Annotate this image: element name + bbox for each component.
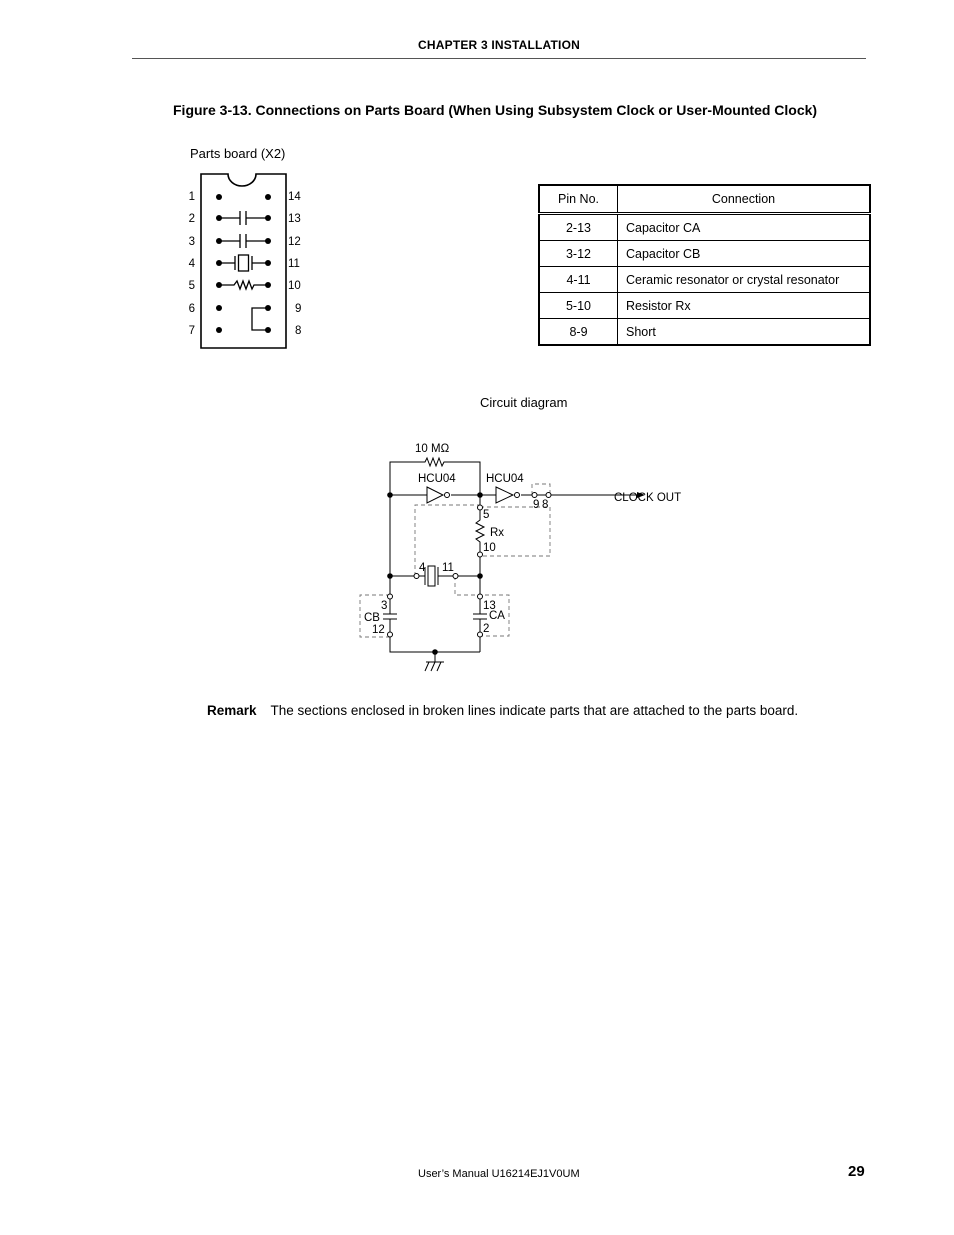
pin-cell: 2-13 [539,214,618,241]
cb-label: CB [364,612,380,624]
page-number: 29 [848,1163,865,1180]
header-rule [132,58,866,59]
pin-cell: 5-10 [539,293,618,319]
pin-8-label: 8 [542,499,549,511]
connection-cell: Capacitor CB [618,241,871,267]
column-header-pin: Pin No. [539,185,618,214]
pin-2-label: 2 [483,623,490,635]
capacitor-ca-icon [219,211,268,225]
pin-12-label: 12 [372,624,385,636]
inverter-1-label: HCU04 [418,473,456,485]
pin-label-left: 5 [188,280,195,292]
pin-5-label: 5 [483,509,490,521]
crystal-body [239,255,249,271]
pin-hole [216,194,222,200]
pin-connection-table [538,184,871,346]
pin-label-left: 1 [188,191,195,203]
circuit-diagram [350,435,710,680]
pin-11-label: 11 [442,562,454,574]
pin-label-left: 6 [188,303,195,315]
figure-title: Figure 3-13. Connections on Parts Board (When Using Subsystem Clock or User-Mounted Clock) [173,102,818,118]
inverter-2-label: HCU04 [486,473,524,485]
pin-4-label: 4 [419,562,426,574]
footer-manual: User’s Manual U16214EJ1V0UM [418,1168,580,1180]
capacitor-cb-icon [219,234,268,248]
pin-9-label: 9 [533,499,540,511]
pin-10-label: 10 [483,542,496,554]
table-header-row [539,185,870,214]
pin-hole [216,327,222,333]
pin-label-left: 3 [188,236,195,248]
circuit-diagram-label: Circuit diagram [480,395,568,410]
pin-label-left: 2 [188,213,195,225]
clock-out-label: CLOCK OUT [614,492,682,504]
parts-board-label: Parts board (X2) [190,146,286,161]
pin-cell: 3-12 [539,241,618,267]
connection-cell: Short [618,319,871,346]
remark-text: The sections enclosed in broken lines indicate parts that are attached to the parts board. [270,703,799,718]
table-row [539,293,870,319]
table-row [539,319,870,346]
parts-board-diagram [180,168,320,354]
connection-cell: Resistor Rx [618,293,871,319]
table-row [539,267,870,293]
pin-label-right: 9 [295,303,302,315]
pin-13-label: 13 [483,600,496,612]
feedback-resistor-label: 10 MΩ [415,443,450,455]
pin-3-label: 3 [381,600,388,612]
pin-label-left: 7 [188,325,195,337]
pin-label-right: 13 [288,213,301,225]
pin-label-right: 14 [288,191,301,203]
pin-hole [216,305,222,311]
crystal-resonator-icon [219,256,268,270]
connection-cell: Ceramic resonator or crystal resonator [618,267,871,293]
remark-label: Remark [207,703,257,718]
remark [207,703,798,718]
column-header-connection: Connection [618,185,871,214]
inverter-icon [427,487,443,503]
pin-label-right: 11 [288,258,300,270]
pin-label-right: 12 [288,236,301,248]
pin-hole [265,194,271,200]
pin-label-right: 8 [295,325,302,337]
table-row [539,214,870,241]
pin-label-right: 10 [288,280,301,292]
short-wire-icon [252,308,268,330]
connection-cell: Capacitor CA [618,214,871,241]
rx-label: Rx [490,527,505,539]
ca-label: CA [489,610,505,622]
table-row [539,241,870,267]
resistor-rx-icon [219,281,268,289]
pin-label-left: 4 [188,258,195,270]
ic-socket-outline [201,174,286,348]
pin-cell: 4-11 [539,267,618,293]
inverter-icon [496,487,513,503]
pin-cell: 8-9 [539,319,618,346]
chapter-header: CHAPTER 3 INSTALLATION [418,38,580,52]
